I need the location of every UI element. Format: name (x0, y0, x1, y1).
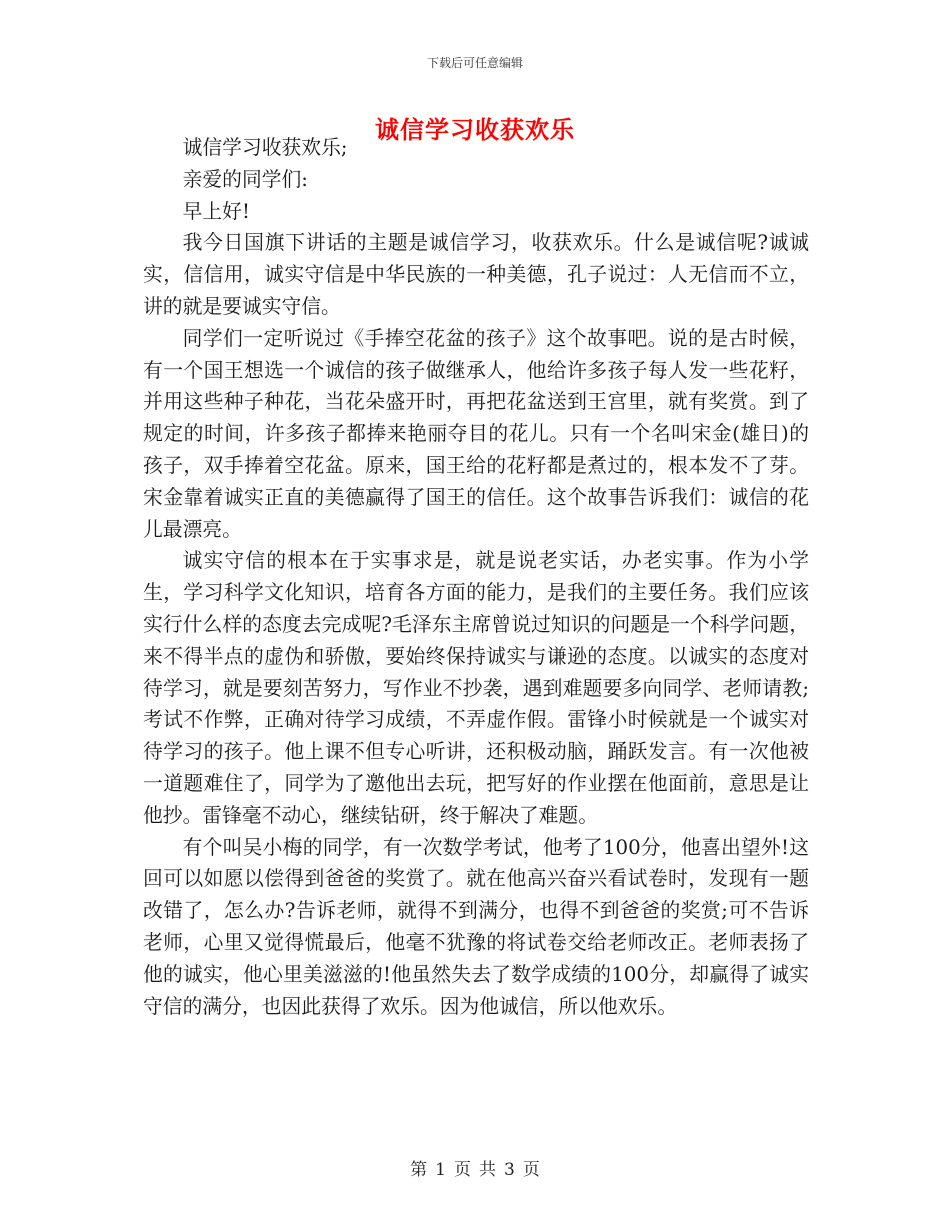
footer-suffix: 页 (522, 1160, 540, 1180)
paragraph-honest-learning: 诚实守信的根本在于实事求是，就是说老实话，办老实事。作为小学生，学习科学文化知识，培育各方面的能力，是我们的主要任务。我们应该实行什么样的态度去完成呢?毛泽东主席曾说过知识的问题是一个科学问题，来不得半点的虚伪和骄傲，要始终保持诚实与谦逊的态度。以诚实的态度对待学习，就是要刻苦努力，写作业不抄袭，遇到难题要多向同学、老师请教;考试不作弊，正确对待学习成绩，不弄虚作假。雷锋小时候就是一个诚实对待学习的孩子。他上课不但专心听讲，还积极动脑，踊跃发言。有一次他被一道题难住了，同学为了邀他出去玩，把写好的作业摆在他面前，意思是让他抄。雷锋毫不动心，继续钻研，终于解决了难题。 (143, 549, 809, 827)
paragraph-topic: 诚信学习收获欢乐; (182, 136, 348, 159)
paragraph-story-flowerpot: 同学们一定听说过《手捧空花盆的孩子》这个故事吧。说的是古时候，有一个国王想选一个诚信的孩子做继承人，他给许多孩子每人发一些花籽，并用这些种子种花，当花朵盛开时，再把花盆送到王宫里，就有奖赏。到了规定的时间，许多孩子都捧来艳丽夺目的花儿。只有一个名叫宋金(雄日)的孩子，双手捧着空花盆。原来，国王给的花籽都是煮过的，根本发不了芽。宋金靠着诚实正直的美德赢得了国王的信任。这个故事告诉我们：诚信的花儿最漂亮。 (143, 326, 809, 541)
footer-total-pages: 3 (504, 1160, 515, 1180)
paragraph-salutation: 亲爱的同学们: (182, 167, 308, 191)
page-header-note: 下载后可任意编辑 (426, 56, 523, 70)
paragraph-intro: 我今日国旗下讲话的主题是诚信学习，收获欢乐。什么是诚信呢?诚诚实，信信用，诚实守信是中华民族的一种美德，孔子说过：人无信而不立，讲的就是要诚实守信。 (143, 231, 809, 318)
paragraph-story-exam: 有个叫吴小梅的同学，有一次数学考试，他考了100分，他喜出望外!这回可以如愿以偿得到爸爸的奖赏了。就在他高兴奋兴看试卷时，发现有一题改错了，怎么办?告诉老师，就得不到满分，也得不到爸爸的奖赏;可不告诉老师，心里又觉得慌最后，他毫不犹豫的将试卷交给老师改正。老师表扬了他的诚实，他心里美滋滋的!他虽然失去了数学成绩的100分，却赢得了诚实守信的满分，也因此获得了欢乐。因为他诚信，所以他欢乐。 (143, 835, 809, 1018)
document-body (143, 132, 809, 1022)
paragraph-greeting: 早上好! (182, 199, 250, 223)
footer-prefix: 第 (410, 1160, 428, 1180)
footer-page-number: 1 (435, 1160, 446, 1180)
footer-total-word: 共 (479, 1160, 496, 1180)
page-footer (0, 1155, 950, 1180)
footer-page-word: 页 (454, 1160, 471, 1180)
document-title: 诚信学习收获欢乐 (375, 115, 575, 144)
